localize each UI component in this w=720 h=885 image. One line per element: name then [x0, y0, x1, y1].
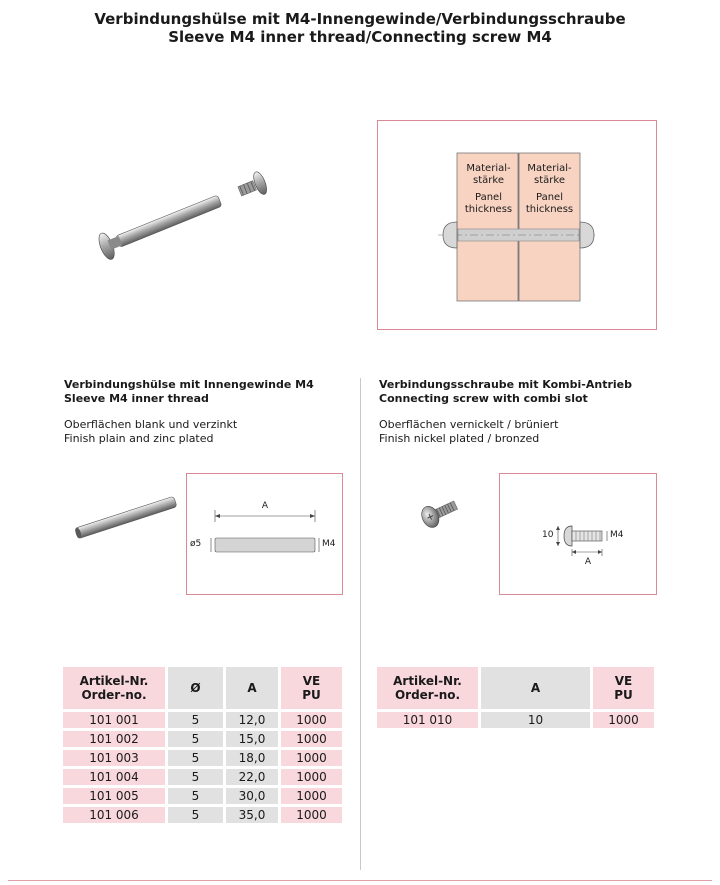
- screw-heading-en: Connecting screw with combi slot: [379, 392, 588, 405]
- cell-diameter: 5: [168, 750, 223, 766]
- header-a: A: [226, 667, 278, 709]
- header-order-no: [63, 667, 165, 709]
- table-row: [63, 769, 342, 785]
- header-pu: PU: [614, 688, 633, 702]
- cell-a: 10: [481, 712, 590, 728]
- cell-a: 18,0: [226, 750, 278, 766]
- right-label-en-2: thickness: [525, 204, 574, 215]
- sleeve-photo: [66, 488, 186, 548]
- screw-section-header: [379, 378, 679, 446]
- page-title-de: Verbindungshülse mit M4-Innengewinde/Verbindungsschraube: [94, 10, 626, 28]
- left-label-de-2: stärke: [473, 175, 504, 186]
- table-row: [63, 750, 342, 766]
- table-row: [63, 788, 342, 804]
- header-pu: PU: [302, 688, 321, 702]
- cell-pu: 1000: [281, 807, 342, 823]
- cell-a: 30,0: [226, 788, 278, 804]
- right-panel-label: [519, 163, 580, 216]
- cell-order-no: 101 010: [377, 712, 478, 728]
- header-a: A: [481, 667, 590, 709]
- screw-finish-en: Finish nickel plated / bronzed: [379, 432, 540, 445]
- cell-diameter: 5: [168, 788, 223, 804]
- cell-pu: 1000: [281, 731, 342, 747]
- header-ve-pu: [593, 667, 654, 709]
- sleeve-finish-en: Finish plain and zinc plated: [64, 432, 214, 445]
- sleeve-heading-en: Sleeve M4 inner thread: [64, 392, 209, 405]
- table-row: [377, 712, 654, 728]
- right-label-de-2: stärke: [534, 175, 565, 186]
- screw-finish-de: Oberflächen vernickelt / brüniert: [379, 418, 559, 431]
- cell-order-no: 101 002: [63, 731, 165, 747]
- sleeve-spec-table: [60, 664, 345, 826]
- screw-drawing-box: [499, 473, 657, 595]
- screw-dim-head: 10: [542, 530, 554, 540]
- screw-drawing: [500, 474, 656, 594]
- screw-dim-a: A: [584, 557, 592, 567]
- right-label-en-1: Panel: [536, 192, 563, 203]
- cell-pu: 1000: [593, 712, 654, 728]
- header-ve-pu: [281, 667, 342, 709]
- screw-dim-thread: M4: [610, 530, 624, 540]
- cell-order-no: 101 005: [63, 788, 165, 804]
- screw-spec-table: [374, 664, 657, 731]
- cell-a: 15,0: [226, 731, 278, 747]
- screw-photo: [410, 494, 470, 534]
- header-order-no-de: Artikel-Nr.: [393, 674, 462, 688]
- left-label-en-1: Panel: [475, 192, 502, 203]
- column-divider: [360, 378, 361, 870]
- sleeve-finish-de: Oberflächen blank und verzinkt: [64, 418, 238, 431]
- sleeve-drawing-box: [186, 473, 343, 595]
- cell-order-no: 101 004: [63, 769, 165, 785]
- sleeve-dim-thread: M4: [322, 539, 336, 549]
- cell-diameter: 5: [168, 807, 223, 823]
- header-order-no-en: Order-no.: [81, 688, 147, 702]
- left-label-de-1: Material-: [466, 163, 511, 174]
- assembly-diagram-box: [377, 120, 657, 330]
- sleeve-drawing: [187, 474, 342, 594]
- left-panel-label: [458, 163, 519, 216]
- cell-diameter: 5: [168, 769, 223, 785]
- cell-diameter: 5: [168, 731, 223, 747]
- cell-order-no: 101 003: [63, 750, 165, 766]
- header-diameter: Ø: [168, 667, 223, 709]
- header-order-no-en: Order-no.: [394, 688, 461, 702]
- sleeve-dim-a: A: [261, 501, 269, 511]
- screw-table-header: [377, 667, 654, 709]
- sleeve-section-header: [64, 378, 354, 446]
- cell-pu: 1000: [281, 788, 342, 804]
- header-order-no-de: Artikel-Nr.: [79, 674, 149, 688]
- cell-a: 22,0: [226, 769, 278, 785]
- right-label-de-1: Material-: [527, 163, 572, 174]
- sleeve-dim-diameter: ø5: [190, 539, 202, 549]
- sleeve-table-header: [63, 667, 342, 709]
- screw-heading-de: Verbindungsschraube mit Kombi-Antrieb: [379, 378, 632, 391]
- cell-diameter: 5: [168, 712, 223, 728]
- table-row: [63, 731, 342, 747]
- sleeve-heading-de: Verbindungshülse mit Innengewinde M4: [64, 378, 314, 391]
- table-row: [63, 712, 342, 728]
- header-ve: VE: [302, 674, 321, 688]
- cell-order-no: 101 006: [63, 807, 165, 823]
- assembly-diagram: [378, 121, 656, 329]
- header-order-no: [377, 667, 478, 709]
- cell-pu: 1000: [281, 712, 342, 728]
- cell-pu: 1000: [281, 769, 342, 785]
- left-label-en-2: thickness: [464, 204, 513, 215]
- cell-order-no: 101 001: [63, 712, 165, 728]
- sleeve-screw-photo: [70, 150, 280, 270]
- cell-a: 12,0: [226, 712, 278, 728]
- page-title-en: Sleeve M4 inner thread/Connecting screw M4: [168, 28, 552, 46]
- cell-a: 35,0: [226, 807, 278, 823]
- header-ve: VE: [614, 674, 633, 688]
- footer-rule: [8, 880, 712, 881]
- cell-pu: 1000: [281, 750, 342, 766]
- table-row: [63, 807, 342, 823]
